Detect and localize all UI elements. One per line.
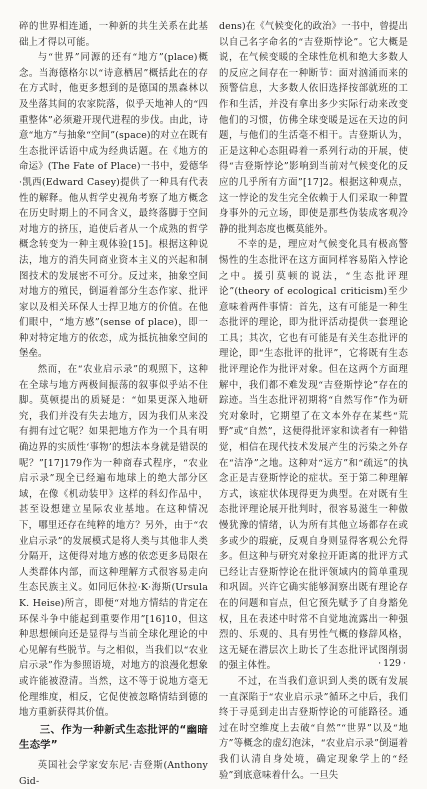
paragraph: 碎的世界相连通，一种新的共生关系在此基础上才得以可能。 [19, 21, 208, 48]
section-heading: 三、作为一种新式生态批评的“幽暗生态学” [19, 723, 208, 752]
left-column [19, 19, 208, 789]
paragraph: 与“世界”同源的还有“地方”(place)概念。当海德格尔以“诗意栖居”概括此在的存在方式时，他更多想到的是德国的黑森林以及坐落其间的农家院落，似乎天地神人的“四重整体”必须避开现代进程的步伐。由此，诗意“地方”与抽象“空间”(space)的对立在既有生态批评话语中成为经典话题。在《地方的命运》(The Fate of Place)一书中，爱德华·凯西(Edward Casey)提供了一种具有代表性的解释。他从哲学史视角考察了地方概念在历史时期上的不同含义，最终落脚于空间对地方的挤压，追使后者从一个成熟的哲学概念转变为一种主观体验[15]。根据这种说法，地方的消失同商业资本主义的兴起和制图技术的发展密不可分。反过来，抽象空间对地方的殖民，倒逼着部分生态作家、批评家以及相关环保人士捍卫地方的价值。在他们眼中，“地方感”(sense of place)，即一种对特定地方的依恋，成为抵抗抽象空间的堡垒。 [19, 52, 208, 360]
paragraph: 然而，在“农业启示录”的观照下，这种在全球与地方两极间振荡的叙事似乎站不住脚。莫顿提出的质疑是：“如果更深入地研究，我们并没有失去地方，因为我们从来没有拥有过它呢？如果把地方作为一个具有明确边界的实质性‘事物’的想法本身就是错误的呢？”[17]179作为一种商春式程序，“农业启示录”现全已经遍布地球上的绝大部分区域，在像《机动装甲》这样的科幻作品中，甚至设想建立星际农业基地。在这种情况下，哪里还存在纯粹的地方？另外，由于“农业启示录”的发展模式是将人类与其他非人类分隔开，这便得对地方感的依恋更多局限在人类群体内部，而这种理解方式很容易走向生态民族主义。如同厄休拉·K·海斯(Ursula K. Heise)所言，即便“对地方情结的肯定在环保斗争中能起到重要作用”[16]10，但这种思想倾向还是显得与当前全球化理论的中心见解有些脱节。与之相似，当我们以“农业启示录”作为参照语境，对地方的浪漫化想象或许能被澄清。当然，这不等于说地方毫无伦理维度，相反，它促使被忽略情结到德的地方重新获得其价值。 [19, 364, 208, 719]
paragraph: dens)在《气候变化的政治》一书中，曾提出以自己名字命名的“吉登斯悖论”。它大概是说，在气候变暖的全球性危机和绝大多数人的反应之间存在一种断节：面对汹涌而来的预警信息，大多数人依旧选择按部就班的工作和生活，并没有拿出多少实际行动来改变他们的习惯，仿佛全球变暖是远在天边的问题，与他们的生活毫不相干。吉登斯认为，正是这种心态阻碍着一系列行动的开展，使得“吉登斯悖论”影响到当前对气候变化的反应的几乎所有方面”[17]2。根据这种观点，这一悖论的发生完全依赖于人们采取一种置身事外的元立场，即使是那些伪装成客观冷静的批判态度也概莫能外。 [219, 21, 408, 235]
page-number-dot: · [378, 658, 382, 669]
page-number-dot: · [403, 658, 406, 669]
page-number-value: 129 [383, 658, 402, 669]
paragraph: 不幸的是，理应对气候变化具有极高警惕性的生态批评在这方面同样容易陷入悖论之中。援引莫顿的说法，“生态批评理论”(theory of ecological criticism)至少意味着两件事情：首先，这有可能是一种生态批评的理论，即为批评活动提供一套理论工具；其次，它也有可能是有关生态批评的理论，即“生态批评的批评”，它将既有生态批评理论作为批评对象。但在这两个方面理解中，我们都不难发现“吉登斯悖论”存在的踪迹。当生态批评初期将“自然写作”作为研究对象时，它期望了在文本外存在某些“荒野”或“自然”，这便得批评家和读者有一种错觉，相信在现代技术发展产生的污染之外存在“洁净”之地。这种对“远方”和“疏远”的执念正是吉登斯悖论的症状。至于第二种理解方式，该症状体现得更为典型。在对既有生态批评理论展开批判时，很容易滋生一种傲慢犹豫的情绪，认为所有其他立场都存在或多或少的瑕疵，反观自身则显得客观公允得多。但这种与研究对象拉开距离的批评方式已经让吉登斯悖论在批评领域内的简单重现和巩固。兴许它确实能够洞察出既有理论存在的问题和盲点，但它预先赋予了自身豁免权，且在表述中时常不自觉地流露出一种强烈的、乐观的、具有男性气概的修辞风格，这无疑在潜层次上助长了生态批评试图削弱的强主体性。 [219, 239, 408, 672]
page-number [378, 658, 406, 670]
paragraph: 英国社会学家安东尼·吉登斯(Anthony Gid- [19, 759, 208, 787]
paragraph: 不过，在当我们意识到人类的既有发展一直深陷于“农业启示录”循环之中后，我们终于寻觅到走出吉登斯悖论的可能路径。通过在时空维度上去破“自然”“世界”以及“地方”等概念的虚幻泡沫，“农业启示录”倒逼着我们认清自身处境，确定现象学上的“经验”到底意味着什么。一旦失 [219, 675, 408, 781]
